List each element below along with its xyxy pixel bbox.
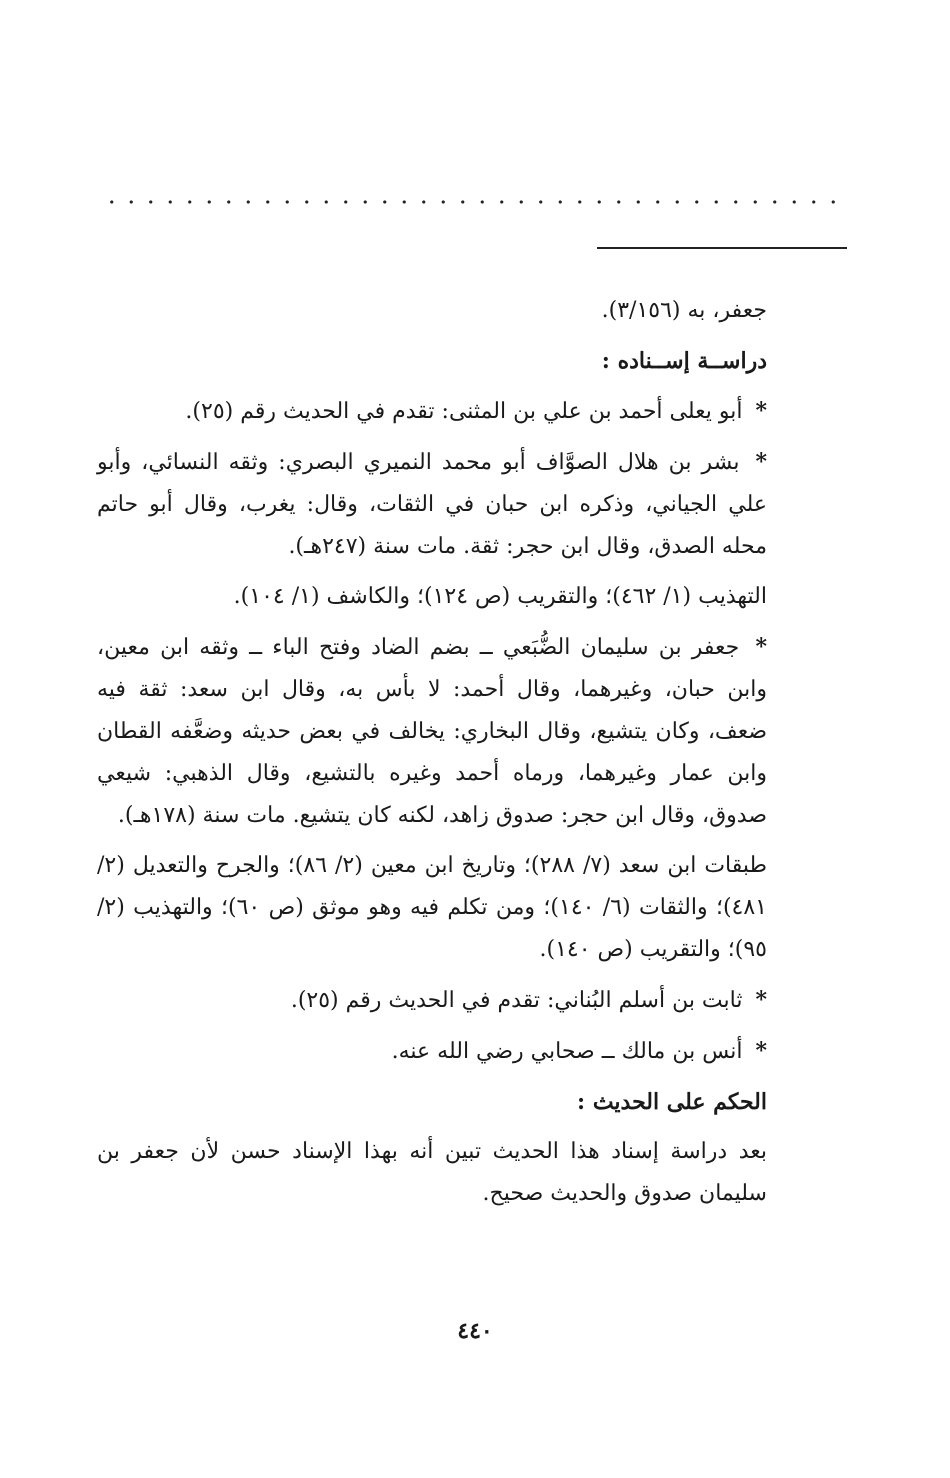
asterisk-bullet-icon: * (755, 634, 767, 660)
narrator-text: جعفر بن سليمان الضُّبَعي ــ بضم الضاد وفتح الباء ــ وثقه ابن معين، وابن حبان، وغيرهما، وقال أحمد: لا بأس به، وقال ابن سعد: ثقة فيه ضعف، وكان يتشيع، وقال البخاري: يخالف في بعض حديثه وضعَّفه القطان وابن عمار وغيرهما، ورماه أحمد وغيره بالتشيع، وقال الذهبي: شيعي صدوق، وقال ابن حجر: صدوق زاهد، لكنه كان يتشيع. مات سنة (١٧٨هـ). (97, 635, 767, 828)
narrator-text: ثابت بن أسلم البُناني: تقدم في الحديث رقم (٢٥). (290, 988, 743, 1013)
footnote-continuation: جعفر، به (٣/١٥٦). (601, 298, 767, 323)
narrator-entry (97, 441, 767, 568)
narrator-references: التهذيب (١/ ٤٦٢)؛ والتقريب (ص ١٢٤)؛ والكاشف (١/ ١٠٤). (233, 584, 767, 609)
narrator-entry (97, 626, 767, 837)
asterisk-bullet-icon: * (755, 449, 767, 475)
isnad-heading: دراســة إســناده : (601, 348, 767, 374)
asterisk-bullet-icon: * (755, 987, 767, 1013)
page-body (97, 290, 767, 1223)
footnote-separator-line (597, 247, 847, 249)
narrator-entry (97, 390, 767, 433)
narrator-text: أبو يعلى أحمد بن علي بن المثنى: تقدم في الحديث رقم (٢٥). (185, 399, 743, 424)
narrator-entry (97, 1030, 767, 1073)
ruling-heading: الحكم على الحديث : (577, 1089, 767, 1115)
narrator-text: أنس بن مالك ــ صحابي رضي الله عنه. (391, 1039, 743, 1064)
narrator-entry (97, 979, 767, 1022)
asterisk-bullet-icon: * (755, 1038, 767, 1064)
page-number: ٤٤٠ (457, 1318, 493, 1344)
asterisk-bullet-icon: * (755, 398, 767, 424)
narrator-text: بشر بن هلال الصوَّاف أبو محمد النميري البصري: وثقه النسائي، وأبو علي الجياني، وذكره ابن حبان في الثقات، وقال: يغرب، وقال أبو حاتم محله الصدق، وقال ابن حجر: ثقة. مات سنة (٢٤٧هـ). (97, 450, 767, 559)
ruling-text: بعد دراسة إسناد هذا الحديث تبين أنه بهذا الإسناد حسن لأن جعفر بن سليمان صدوق والحديث صحيح. (97, 1139, 767, 1206)
narrator-references: طبقات ابن سعد (٧/ ٢٨٨)؛ وتاريخ ابن معين (٢/ ٨٦)؛ والجرح والتعديل (٢/ ٤٨١)؛ والثقات (٦/ ١٤٠)؛ ومن تكلم فيه وهو موثق (ص ٦٠)؛ والتهذيب (٢/ ٩٥)؛ والتقريب (ص ١٤٠). (97, 853, 768, 962)
dotted-separator (102, 200, 844, 204)
